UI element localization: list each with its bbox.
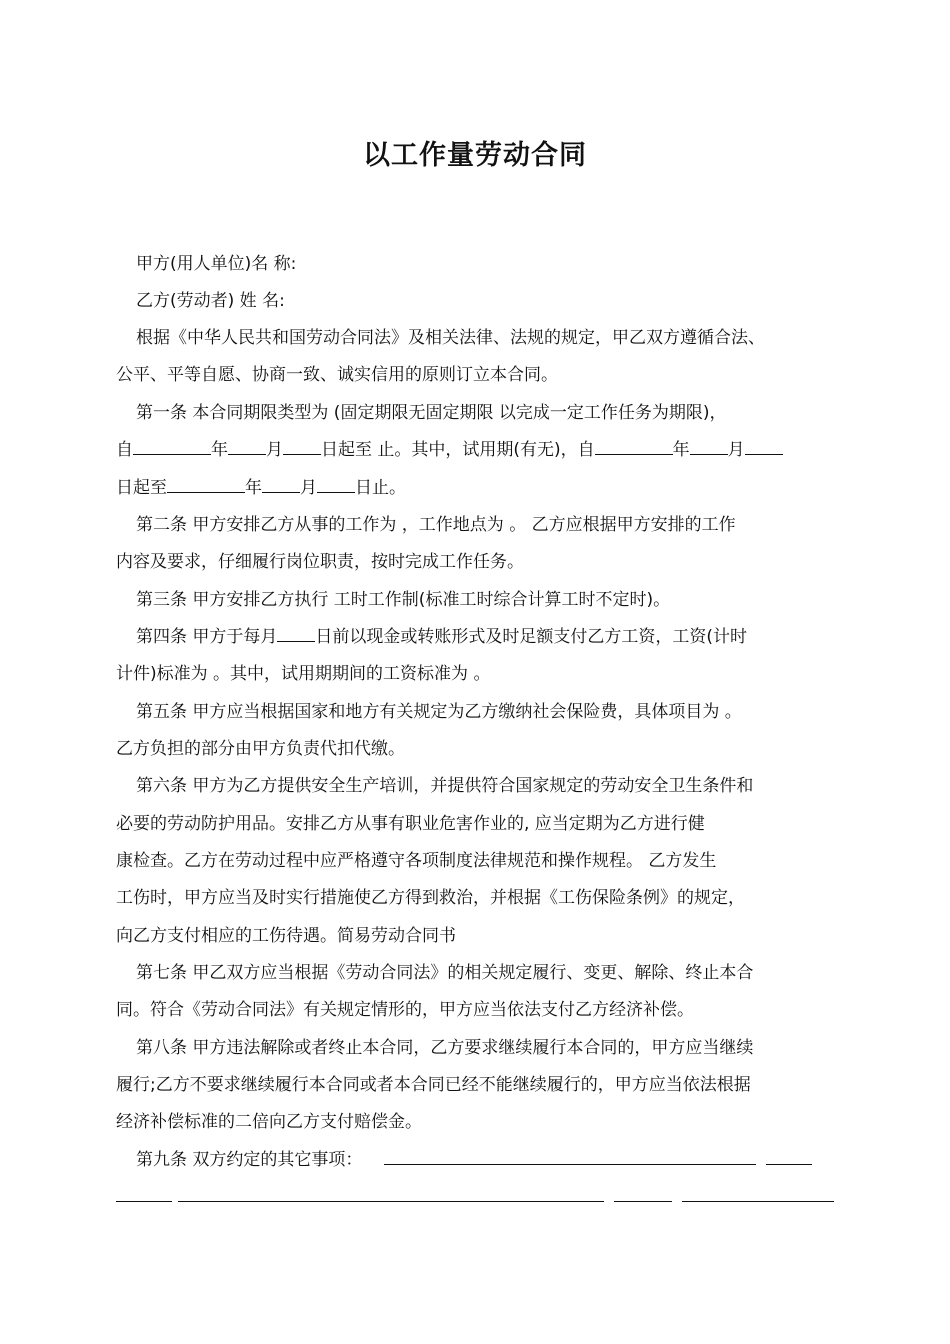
blank-line [116, 1201, 172, 1202]
blank-line [614, 1201, 672, 1202]
preamble-line-2: 公平、平等自愿、协商一致、诚实信用的原则订立本合同。 [116, 365, 558, 385]
blank-line [277, 625, 315, 642]
article-1-line-1: 第一条 本合同期限类型为 (固定期限无固定期限 以完成一定工作任务为期限)， [136, 403, 727, 423]
blank-line [178, 1201, 604, 1202]
blank-line [262, 476, 300, 493]
article-6-line-5: 向乙方支付相应的工伤待遇。简易劳动合同书 [116, 926, 456, 946]
document-title: 以工作量劳动合同 [363, 140, 587, 171]
party-b-name-line: 乙方(劳动者) 姓 名: [136, 291, 285, 311]
blank-line [133, 438, 211, 455]
article-5-line-1: 第五条 甲方应当根据国家和地方有关规定为乙方缴纳社会保险费，具体项目为 。 [136, 702, 742, 722]
blank-line [283, 438, 321, 455]
article-8-line-2: 履行;乙方不要求继续履行本合同或者本合同已经不能继续履行的，甲方应当依法根据 [116, 1075, 751, 1095]
preamble-line-1: 根据《中华人民共和国劳动合同法》及相关法律、法规的规定，甲乙双方遵循合法、 [136, 328, 765, 348]
blank-line [745, 438, 783, 455]
article-1-line-3: 日起至 年 月 日止。 [116, 478, 406, 498]
article-6-line-2: 必要的劳动防护用品。安排乙方从事有职业危害作业的, 应当定期为乙方进行健 [116, 814, 705, 834]
blank-line [682, 1201, 834, 1202]
article-4-line-2: 计件)标准为 。其中，试用期期间的工资标准为 。 [116, 664, 491, 684]
blank-line [384, 1148, 756, 1165]
blank-line [228, 438, 266, 455]
blank-line [317, 476, 355, 493]
article-9-line-1: 第九条 双方约定的其它事项： [136, 1148, 812, 1172]
blank-line [690, 438, 728, 455]
blank-line [167, 476, 245, 493]
article-1-line-2: 自 年 月 日起至 止。其中，试用期(有无)，自 年 月 [116, 438, 783, 462]
article-4-line-1: 第四条 甲方于每月 日前以现金或转账形式及时足额支付乙方工资，工资(计时 [136, 627, 748, 647]
blank-line [595, 438, 673, 455]
article-7-line-2: 同。符合《劳动合同法》有关规定情形的，甲方应当依法支付乙方经济补偿。 [116, 1000, 694, 1020]
article-2-line-1: 第二条 甲方安排乙方从事的工作为 ，工作地点为 。 乙方应根据甲方安排的工作 [136, 515, 736, 535]
article-8-line-3: 经济补偿标准的二倍向乙方支付赔偿金。 [116, 1112, 422, 1132]
article-7-line-1: 第七条 甲乙双方应当根据《劳动合同法》的相关规定履行、变更、解除、终止本合 [136, 963, 754, 983]
article-8-line-1: 第八条 甲方违法解除或者终止本合同，乙方要求继续履行本合同的，甲方应当继续 [136, 1038, 754, 1058]
article-6-line-1: 第六条 甲方为乙方提供安全生产培训，并提供符合国家规定的劳动安全卫生条件和 [136, 776, 754, 796]
article-2-line-2: 内容及要求，仔细履行岗位职责，按时完成工作任务。 [116, 552, 524, 572]
article-3-line-1: 第三条 甲方安排乙方执行 工时工作制(标准工时综合计算工时不定时)。 [136, 590, 671, 610]
article-6-line-3: 康检查。乙方在劳动过程中应严格遵守各项制度法律规范和操作规程。 乙方发生 [116, 851, 717, 871]
article-6-line-4: 工伤时，甲方应当及时实行措施使乙方得到救治，并根据《工伤保险条例》的规定， [116, 888, 745, 908]
blank-line [766, 1148, 812, 1165]
article-5-line-2: 乙方负担的部分由甲方负责代扣代缴。 [116, 739, 405, 759]
party-a-name-line: 甲方(用人单位)名 称: [136, 254, 297, 274]
